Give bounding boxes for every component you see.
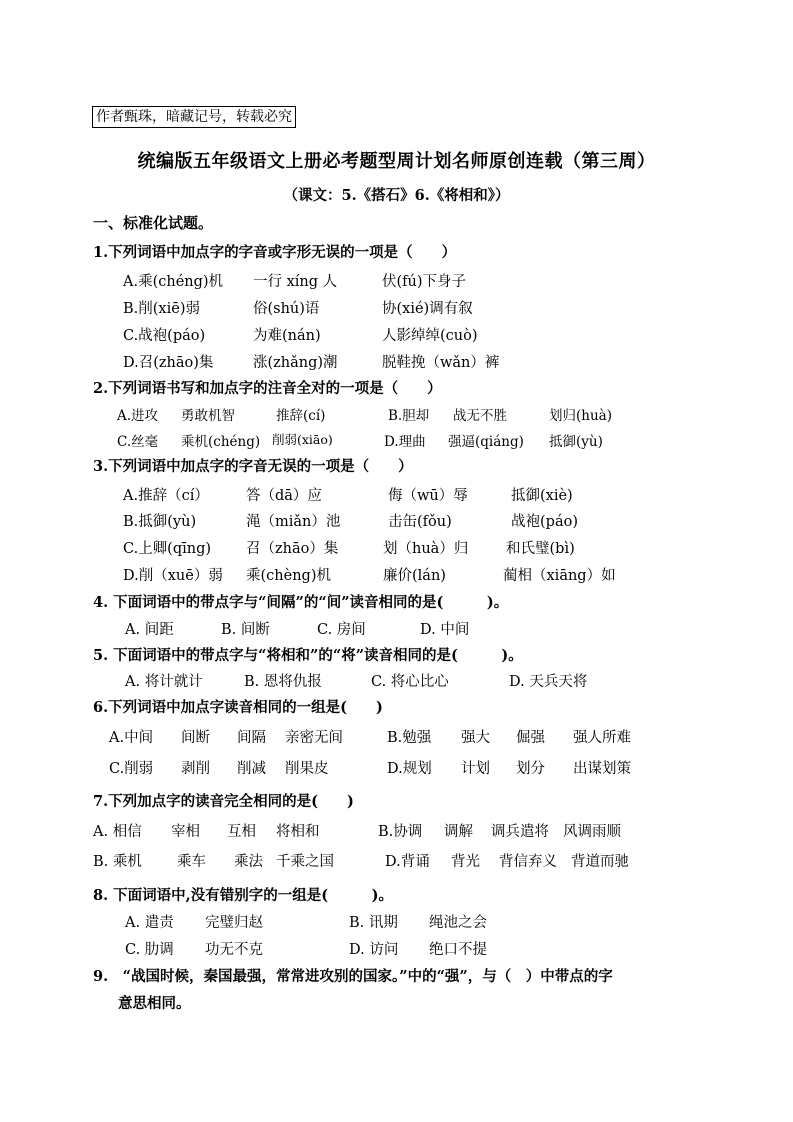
section-heading: 一、标准化试题。 [93,214,214,232]
option-text: 风调雨顺 [563,824,621,840]
option-text: 背道而驰 [571,854,629,870]
option-text: A. 间距 [125,622,174,638]
question-1-stem: 1.下列词语中加点字的字音或字形无误的一项是（ ） [93,244,457,261]
option-text: 人影绰绰(cuò) [382,328,478,344]
option-text: A.中间 [109,730,154,746]
option-text: B. 恩将仇报 [244,674,322,690]
option-text: 伏(fú)下身子 [382,274,467,290]
option-text: 战袍(páo) [511,514,578,530]
option-text: 亲密无间 [285,730,343,746]
option-text: 功无不克 [205,942,263,958]
option-text: 涨(zhǎng)潮 [253,355,338,371]
option-text: 强逼(qiáng) [448,434,524,450]
option-text: A.乘(chéng)机 [123,274,224,290]
option-text: B.胆却 [388,408,430,424]
option-text: 抵御(yù) [549,434,603,450]
option-text: C. 将心比心 [371,674,449,690]
option-text: C. 房间 [317,622,366,638]
option-text: 和氏璧(bì) [506,541,575,557]
option-text: 计划 [461,761,490,777]
option-text: B.削(xiē)弱 [123,301,200,317]
option-text: D.理曲 [384,434,426,450]
option-text: 答（dā）应 [246,488,322,504]
option-text: A. 遣责 [125,915,174,931]
option-text: 背光 [451,854,480,870]
option-text: 推辞(cí) [276,408,326,424]
option-text: 乘法 [234,854,263,870]
option-text: A. 将计就计 [125,674,203,690]
option-text: A. 相信 [93,824,142,840]
option-text: B.协调 [378,824,423,840]
option-text: 乘车 [177,854,206,870]
option-text: A.推辞（cí） [123,488,209,504]
option-text: 将相和 [276,824,320,840]
option-text: 千乘之国 [276,854,334,870]
page-title: 统编版五年级语文上册必考题型周计划名师原创连载（第三周） [137,151,656,172]
option-text: 击缶(fǒu) [388,514,452,530]
option-text: A.进攻 [117,408,159,424]
option-text: 绝口不提 [429,942,487,958]
option-text: D. 天兵天将 [509,674,588,690]
option-text: C.战袍(páo) [123,328,206,344]
option-text: B.勉强 [387,730,432,746]
option-text: B.抵御(yù) [123,514,197,530]
option-text: 互相 [227,824,256,840]
option-text: D. 访问 [349,942,399,958]
option-text: D.规划 [387,761,432,777]
question-6-stem: 6.下列词语中加点字读音相同的一组是( ) [93,699,383,716]
option-text: 蔺相（xiāng）如 [503,568,616,584]
question-7-stem: 7.下列加点字的读音完全相同的是( ) [93,793,354,810]
option-text: 划归(huà) [549,408,612,424]
question-8-stem: 8. 下面词语中,没有错别字的一组是( )。 [93,887,393,904]
option-text: 宰相 [171,824,200,840]
page-subtitle: （课文：5.《搭石》6.《将相和》） [283,187,510,204]
option-text: C.削弱 [109,761,154,777]
option-text: 渑（miǎn）池 [246,514,341,530]
option-text: 乘(chèng)机 [246,568,331,584]
option-text: 削减 [237,761,266,777]
option-text: 调兵遣将 [491,824,549,840]
option-text: 倔强 [516,730,545,746]
option-text: 召（zhāo）集 [246,541,339,557]
option-text: 绳池之会 [429,915,487,931]
option-text: 俗(shú)语 [253,301,320,317]
question-5-stem: 5. 下面词语中的带点字与“将相和”的“将”读音相同的是( )。 [93,647,523,664]
option-text: 间隔 [237,730,266,746]
option-text: 剥削 [181,761,210,777]
option-text: 调解 [444,824,473,840]
question-4-stem: 4. 下面词语中的带点字与“间隔”的“间”读音相同的是( )。 [93,594,509,611]
option-text: 削弱(xiāo) [272,432,333,447]
question-2-stem: 2.下列词语书写和加点字的注音全对的一项是（ ） [93,380,442,397]
option-text: B. 乘机 [93,854,142,870]
option-text: 强大 [461,730,490,746]
option-text: 协(xié)调有叙 [382,301,473,317]
option-text: 完璧归赵 [205,915,263,931]
option-text: 一行 xíng 人 [253,274,338,290]
option-text: 侮（wū）辱 [388,488,468,504]
option-text: 削果皮 [285,761,329,777]
option-text: 乘机(chéng) [181,434,261,450]
option-text: 划分 [516,761,545,777]
option-text: 划（huà）归 [383,541,469,557]
option-text: 脱鞋挽（wǎn）裤 [382,355,500,371]
question-9-stem-continued: 意思相同。 [118,995,191,1012]
option-text: 战无不胜 [453,408,507,424]
question-3-stem: 3.下列词语中加点字的字音无误的一项是（ ） [93,458,413,475]
option-text: 背信弃义 [499,854,557,870]
option-text: 出谋划策 [573,761,631,777]
copyright-notice: 作者甄珠，暗藏记号，转载必究 [92,106,296,128]
option-text: 勇敢机智 [181,408,235,424]
option-text: B. 讯期 [349,915,398,931]
option-text: D.背诵 [385,854,430,870]
option-text: D. 中间 [420,622,470,638]
option-text: 强人所难 [573,730,631,746]
option-text: 间断 [181,730,210,746]
option-text: 廉价(lán) [383,568,446,584]
option-text: D.召(zhāo)集 [123,355,214,371]
question-9-stem: 9. “战国时候，秦国最强，常常进攻别的国家。”中的“强”，与（ ）中带点的字 [93,968,613,985]
option-text: B. 间断 [221,622,270,638]
option-text: 为难(nán) [253,328,321,344]
option-text: D.削（xuē）弱 [123,568,223,584]
option-text: C.丝毫 [117,434,159,450]
option-text: C.上卿(qīng) [123,541,212,557]
option-text: 抵御(xiè) [511,488,573,504]
option-text: C. 肋调 [125,942,174,958]
